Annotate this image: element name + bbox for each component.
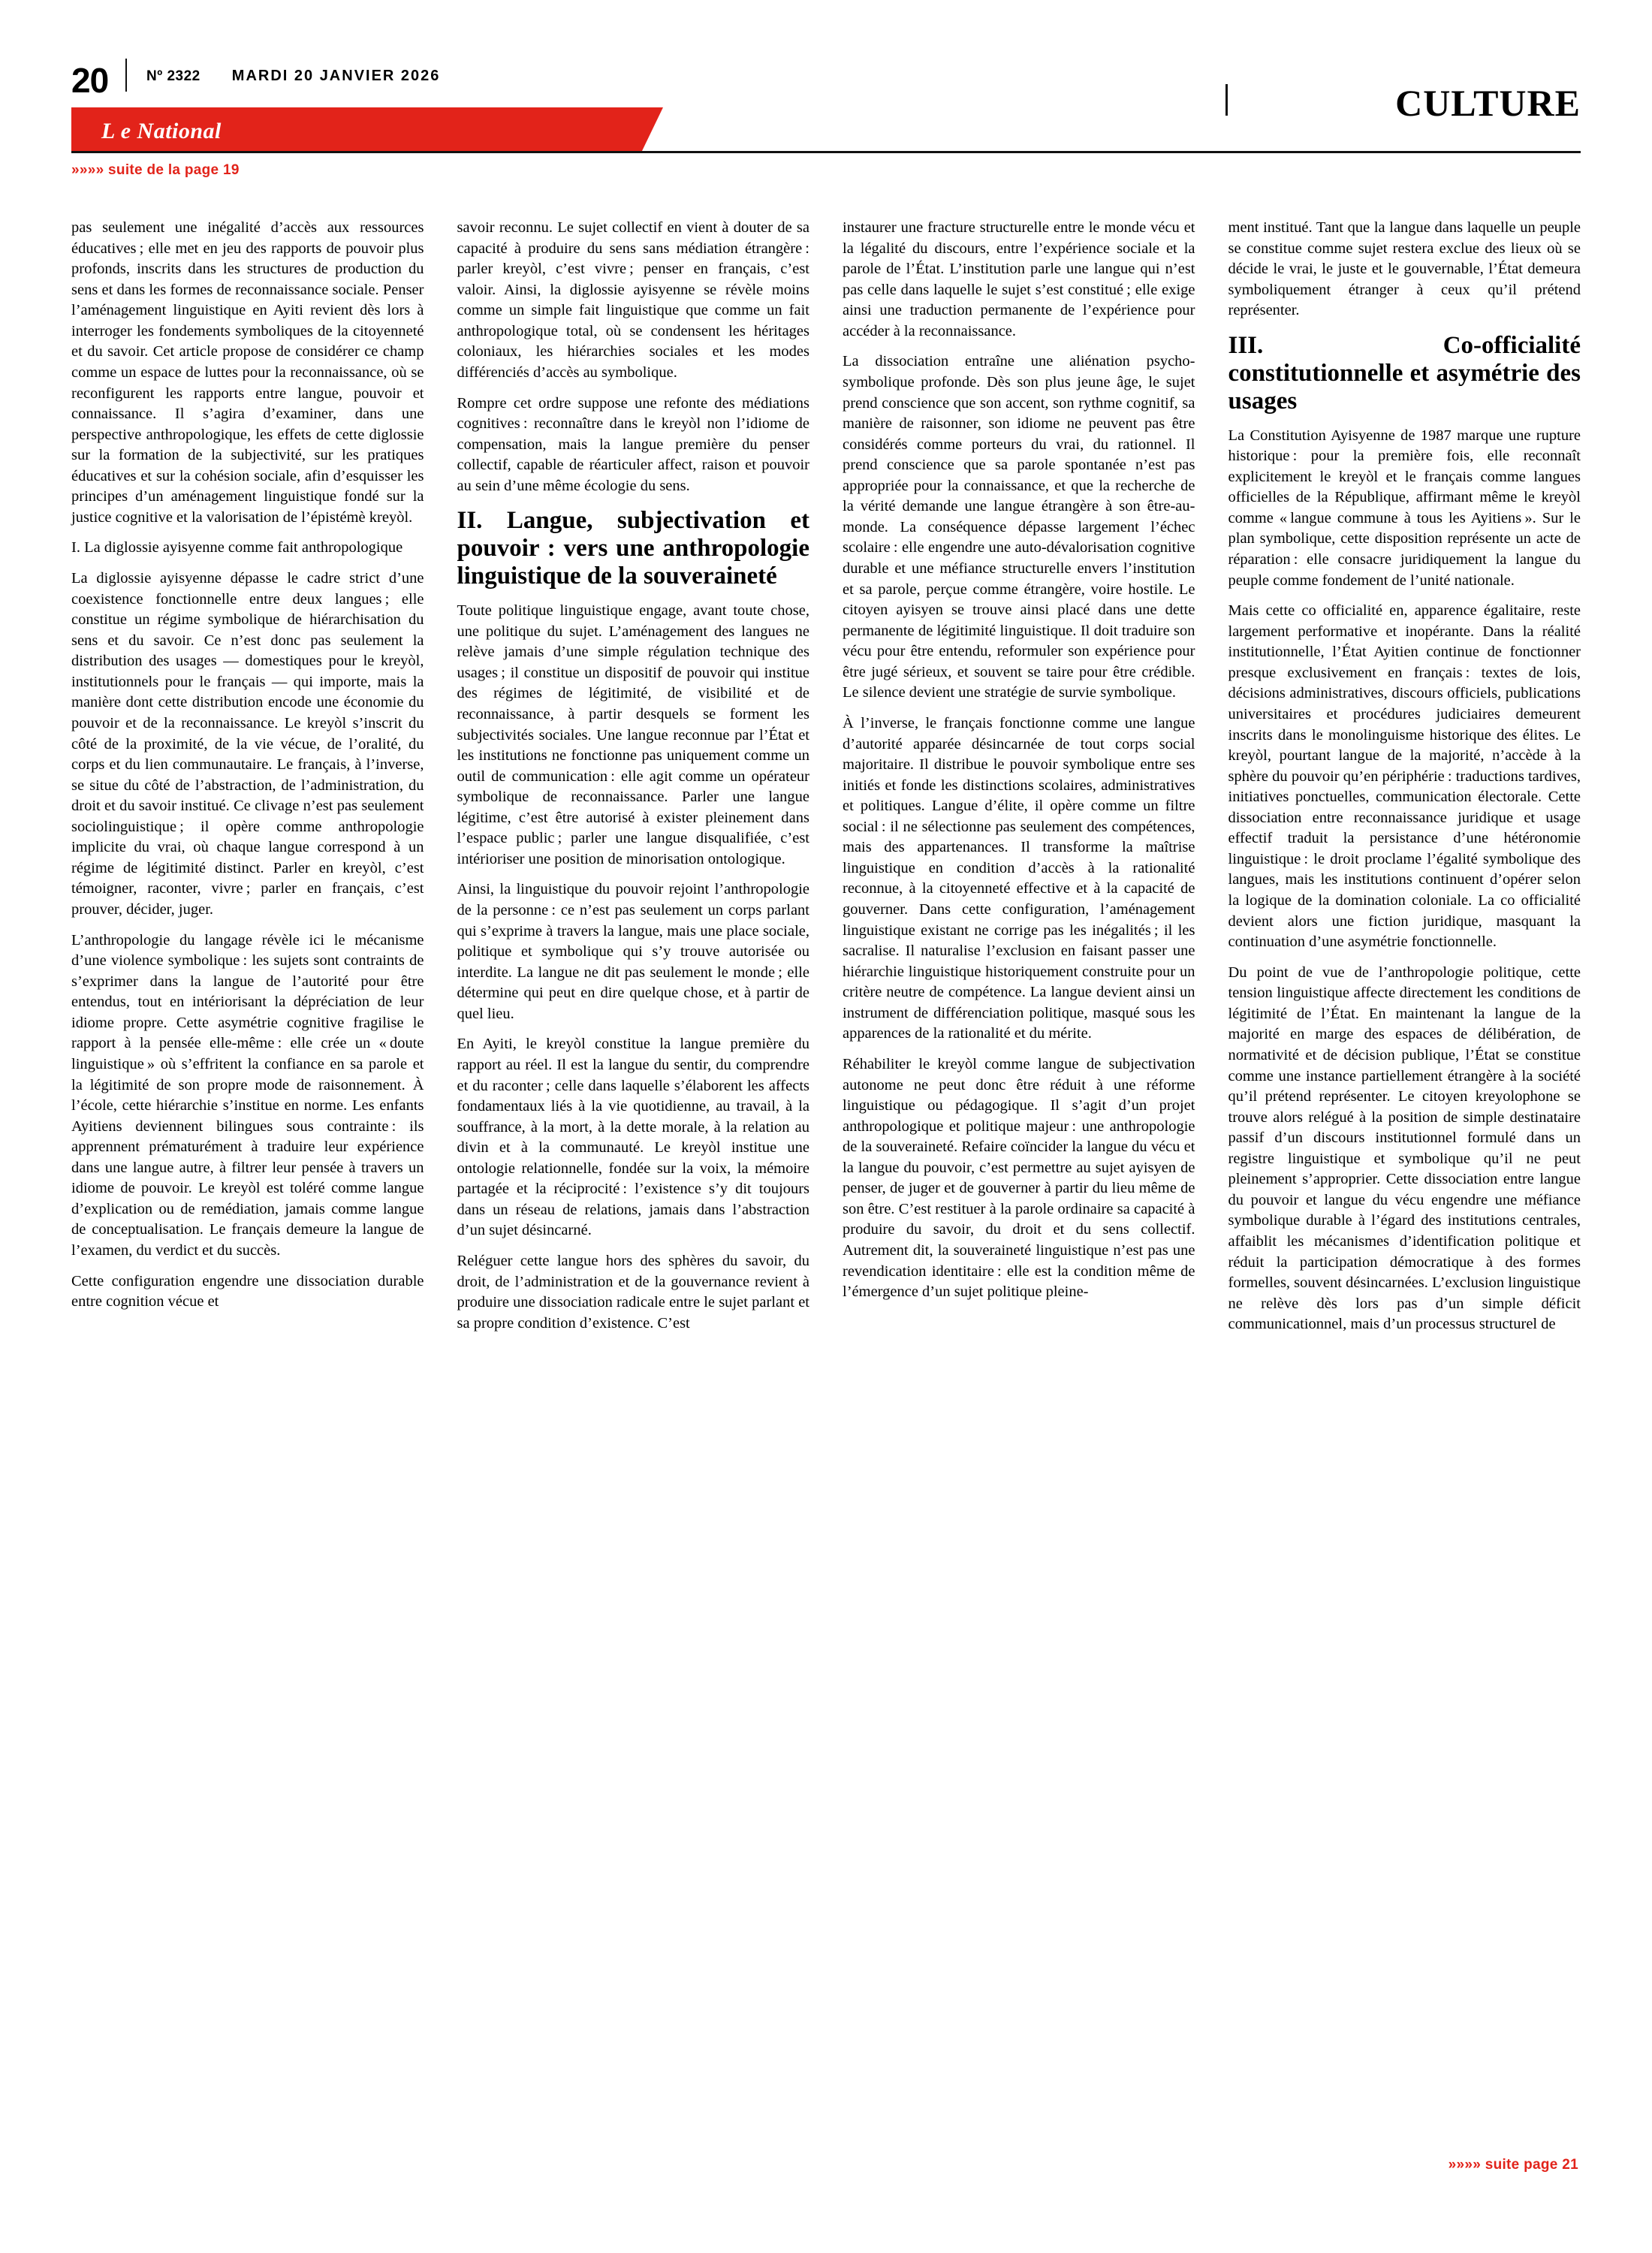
article-paragraph: ment institué. Tant que la langue dans laquelle un peuple se constitue comme sujet restera exclue des lieux où se décide le vrai, le juste et le gouvernable, l’État demeura symboliquement étranger à ceux qu’il prétend représenter.: [1228, 219, 1581, 319]
article-paragraph: L’anthropologie du langage révèle ici le mécanisme d’une violence symbolique : les sujets sont contraints de s’exprimer dans la langue de l’autorité pour être entendus, tout en intériorisant la dépréciation de leur idiome propre. Cette asymétrie cognitive fragilise le rapport à la pensée elle-même : elle crée un « doute linguistique » où s’effritent la confiance en sa parole et la légitimité de son propre mode de raisonnement. À l’école, cette hiérarchie s’institue en norme. Les enfants Ayitiens deviennent bilingues sous contrainte : ils apprennent prématurément à traduire leur expérience dans une langue autre, à filtrer leur pensée à travers un idiome de pouvoir. Le kreyòl est toléré comme langue d’explication ou de remédiation, jamais comme langue de conceptualisation. Le français demeure la langue de l’examen, du verdict et du succès.: [71, 931, 424, 1259]
page-number-divider: [125, 59, 127, 92]
column-2: [457, 218, 810, 2155]
article-paragraph: Du point de vue de l’anthropologie politique, cette tension linguistique affecte directement les conditions de légitimité de l’État. En maintenant la langue de la majorité en marge des espaces de délibération, de normativité et de décision publique, l’État se constitue comme une instance partiellement étrangère à la société qu’il prétend représenter. Le citoyen kreyolophone se trouve alors relégué à la position de simple destinataire passif d’un discours institutionnel formulé dans un registre linguistique et symbolique qu’il ne peut pleinement s’approprier. Cette dissociation entre langue du pouvoir et langue du vécu engendre une méfiance symbolique durable à l’égard des institutions centrales, affaiblit les mécanismes d’identification politique et réduit la participation démocratique à des formes formelles, souvent désincarnées. L’exclusion linguistique ne relève dès lors pas d’un simple déficit communicationnel, mais d’un processus structurel de: [1228, 964, 1581, 1333]
article-paragraph: En Ayiti, le kreyòl constitue la langue première du rapport au réel. Il est la langue du sentir, du comprendre et du raconter ; celle dans laquelle s’élaborent les affects fondamentaux liés à la vie quotidienne, au travail, à la souffrance, à la mort, à la dette morale, à la relation au divin et à la communauté. Le kreyòl institue une ontologie relationnelle, fondée sur la voix, la mémoire partagée et la réciprocité : l’existence s’y dit toujours dans un réseau de relations, jamais dans l’abstraction d’un sujet désincarné.: [457, 1036, 809, 1239]
article-paragraph: La diglossie ayisyenne dépasse le cadre strict d’une coexistence fonctionnelle entre deux langues ; elle constitue un régime symbolique de hiérarchisation du sens et du savoir. Ce n’est donc pas seulement la distribution des usages — domestiques pour le kreyòl, institutionnels pour le français — qui importe, mais la manière dont cette distribution encode une économie du pouvoir et de la reconnaissance. Le kreyòl s’inscrit du côté de la proximité, de la vie vécue, de l’oralité, du corps et du lien communautaire. Le français, à l’inverse, se situe du côté de l’abstraction, de l’administration, du droit et du savoir institué. Ce clivage n’est pas seulement sociolinguistique ; il opère comme anthropologie implicite du vrai, où chaque langue correspond à un régime de légitimité distinct. Parler en kreyòl, c’est témoigner, raconter, vivre ; parler en français, c’est prouver, décider, juger.: [71, 570, 424, 918]
issue-line: [146, 68, 440, 85]
section-heading: III. Co-officialité constitutionnelle et asymétrie des usages: [1228, 331, 1581, 415]
article-paragraph: La dissociation entraîne une aliénation psycho-symbolique profonde. Dès son plus jeune âge, le sujet prend conscience que son accent, son rythme cognitif, sa manière de raisonner, son idiome ne peuvent pas être considérés comme porteurs du vrai, du rationnel. Il prend conscience que sa parole spontanée n’est pas appropriée pour la connaissance, et que la recherche de la vérité demande une langue étrangère à son être-au-monde. La conséquence dépasse largement l’échec scolaire : elle engendre une auto-dévalorisation cognitive durable et une méfiance structurelle envers l’institution et sa parole, perçue comme étrangère, voire hostile. Le citoyen ayisyen se trouve ainsi placé dans une dette permanente de légitimité linguistique. Il doit traduire son vécu pour être entendu, reformuler son expérience pour être jugé sérieux, et souvent se taire pour être crédible. Le silence devient une stratégie de survie symbolique.: [843, 353, 1195, 701]
article-paragraph: Mais cette co officialité en, apparence égalitaire, reste largement performative et inopérante. Dans la réalité institutionnelle, l’État Ayitien continue de fonctionner presque exclusivement en français : textes de lois, décisions administratives, discours officiels, publications universitaires et procédures judiciaires demeurent inscrits dans le monolinguisme historique des élites. Le kreyòl, pourtant langue de la majorité, n’accède à la sphère du pouvoir qu’en périphérie : traductions tardives, initiatives ponctuelles, communication électorale. Cette dissociation entre reconnaissance juridique et usage effectif traduit la persistance d’une hétéronomie linguistique : le droit proclame l’égalité symbolique des langues, mais les institutions continuent d’opérer selon la logique de la domination coloniale. La co officialité devient alors une fiction juridique, masquant la continuation d’une asymétrie fonctionnelle.: [1228, 602, 1581, 951]
section-heading: II. Langue, subjectivation et pouvoir : vers une anthropologie linguistique de la souveraineté: [457, 507, 809, 590]
continuation-to: »»»» suite page 21: [1448, 2157, 1578, 2173]
article-paragraph: Cette configuration engendre une dissociation durable entre cognition vécue et: [71, 1272, 424, 1310]
masthead: [71, 60, 1581, 150]
article-paragraph: savoir reconnu. Le sujet collectif en vient à douter de sa capacité à produire du sens sans médiation étrangère : parler kreyòl, c’est vivre ; penser en français, c’est valoir. Ainsi, la diglossie ayisyenne se révèle moins comme un simple fait linguistique que comme un fait anthropologique total, où se condensent les héritages coloniaux, les hiérarchies sociales et les modes différenciés d’accès au symbolique.: [457, 219, 809, 381]
article-paragraph: Toute politique linguistique engage, avant toute chose, une politique du sujet. L’aménagement des langues ne relève jamais d’une simple régulation technique des usages ; il constitue un dispositif de pouvoir qui institue des régimes de légitimité, de visibilité et de reconnaissance, à partir desquels se forment les subjectivités sociales. Une langue reconnue par l’État et les institutions ne fonctionne pas uniquement comme un outil de communication : elle agit comme un opérateur symbolique de reconnaissance. Parler une langue légitime, c’est être autorisé à exister pleinement dans l’espace public ; parler une langue disqualifiée, c’est intérioriser une position de minorisation ontologique.: [457, 602, 809, 867]
page-number: 20: [71, 61, 109, 100]
article-paragraph: Ainsi, la linguistique du pouvoir rejoint l’anthropologie de la personne : ce n’est pas seulement un corps parlant qui s’exprime à travers la langue, mais une place sociale, politique et symbolique qui s’y trouve autorisée ou interdite. La langue ne dit pas seulement le monde ; elle détermine qui peut en dire quelque chose, et à partir de quel lieu.: [457, 881, 809, 1022]
continuation-from: »»»» suite de la page 19: [71, 162, 240, 178]
article-paragraph: instaurer une fracture structurelle entre le monde vécu et la légalité du discours, entre l’expérience sociale et la parole de l’État. L’institution parle une langue qui n’est pas celle dans laquelle le sujet s’est constitué ; elle exige ainsi une traduction permanente de l’expérience pour accéder à la reconnaissance.: [843, 219, 1195, 339]
issue-number: Nº 2322: [146, 68, 200, 84]
section-divider: [1225, 84, 1228, 116]
article-paragraph: La Constitution Ayisyenne de 1987 marque une rupture historique : pour la première fois, elle reconnaît explicitement le kreyòl et le français comme langues officielles de la République, affirmant même le kreyòl comme « langue commune à tous les Ayitiens ». Sur le plan symbolique, cette disposition représente un acte de réparation : elle consacre juridiquement la langue du peuple comme fondement de l’unité nationale.: [1228, 427, 1581, 589]
article-paragraph: Réhabiliter le kreyòl comme langue de subjectivation autonome ne peut donc être réduit à une réforme linguistique ou pédagogique. Il s’agit d’un projet anthropologique et politique majeur : une anthropologie de la souveraineté. Refaire coïncider la langue du vécu et la langue du pouvoir, c’est permettre au sujet ayisyen de penser, de juger et de gouverner à partir du lieu même de son être. C’est restituer à la parole ordinaire sa capacité à produire du savoir, du droit et du sens collectif. Autrement dit, la souveraineté linguistique n’est pas une revendication identitaire : elle est la condition même de l’émergence d’un sujet politique pleine-: [843, 1055, 1195, 1301]
article-paragraph: À l’inverse, le français fonctionne comme une langue d’autorité apparée désincarnée de tout corps social majoritaire. Il distribue le pouvoir symbolique entre ses initiés et fonde les distinctions scolaires, administratives et politiques. Langue d’élite, il opère comme un filtre social : il ne sélectionne pas seulement des compétences, mais des appartenances. Il transforme la maîtrise linguistique en condition d’accès à la rationalité reconnue, à la citoyenneté effective et à la capacité de gouverner. Dans cette configuration, l’aménagement linguistique existant ne corrige pas les inégalités ; il les sacralise. Il naturalise l’exclusion en faisant passer une hiérarchie linguistique historiquement construite pour un critère neutre de compétence. La langue devient ainsi un instrument de différenciation politique, masqué sous les apparences de la rationalité et du mérite.: [843, 714, 1195, 1042]
article-paragraph: pas seulement une inégalité d’accès aux ressources éducatives ; elle met en jeu des rapports de pouvoir plus profonds, inscrits dans les structures de production du sens et dans les formes de reconnaissance sociale. Penser l’aménagement linguistique en Ayiti revient dès lors à interroger les fondements symboliques de la citoyenneté et du savoir. Cet article propose de considérer ce champ comme un espace de luttes pour la reconnaissance, où se reconfigurent les rapports entre langue, pouvoir et connaissance. Il s’agira d’examiner, dans une perspective anthropologique, les effets de cette diglossie sur la formation de la subjectivité, sur les pratiques éducatives et sur la cohésion sociale, afin d’esquisser les principes d’un aménagement linguistique fondé sur la justice cognitive et la valorisation de l’épistémè kreyòl.: [71, 219, 424, 526]
brand-name: L e National: [101, 119, 222, 143]
issue-date: MARDI 20 JANVIER 2026: [231, 68, 441, 84]
article-paragraph: Rompre cet ordre suppose une refonte des médiations cognitives : reconnaître dans le kreyòl non l’idiome de compensation, mais la langue première du penser collectif, capable de réarticuler affect, raison et pouvoir au sein d’une même écologie du sens.: [457, 394, 809, 494]
article-paragraph: Reléguer cette langue hors des sphères du savoir, du droit, de l’administration et de la gouvernance revient à produire une dissociation radicale entre le sujet parlant et sa propre condition d’existence. C’est: [457, 1253, 809, 1332]
article-paragraph: I. La diglossie ayisyenne comme fait anthropologique: [71, 539, 403, 556]
column-4: [1228, 218, 1581, 2155]
masthead-rule: [71, 151, 1581, 153]
article-columns: [71, 218, 1581, 2155]
column-3: [843, 218, 1195, 2155]
section-title: CULTURE: [1395, 82, 1581, 124]
column-1: [71, 218, 424, 2155]
